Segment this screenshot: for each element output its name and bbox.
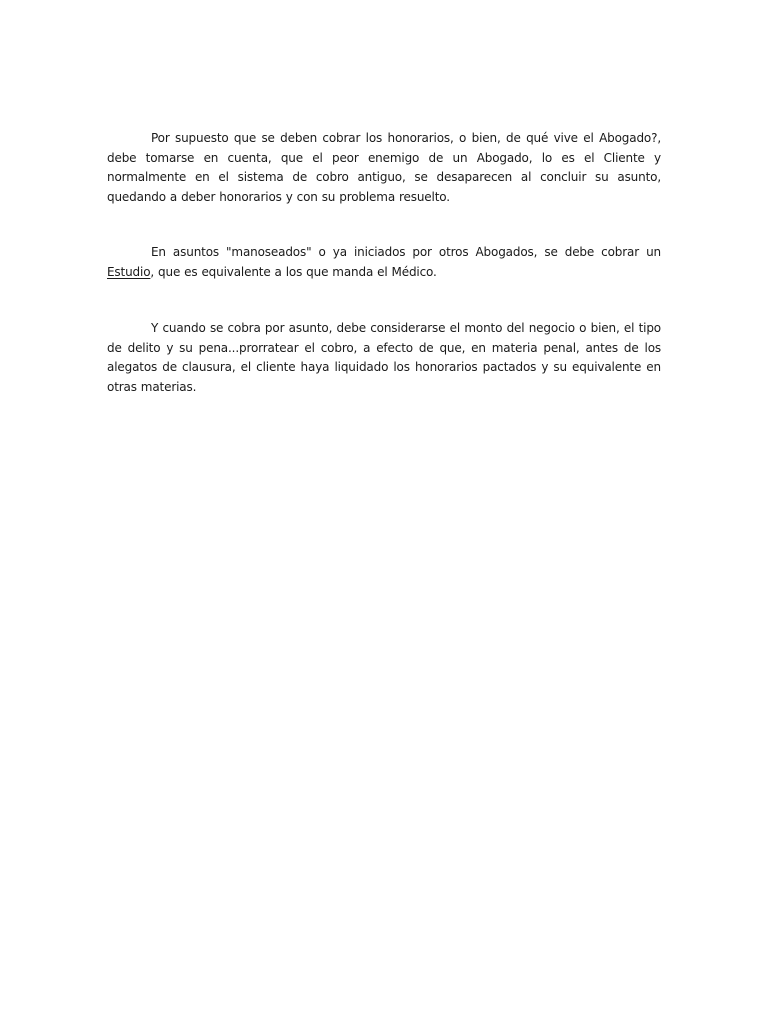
paragraph-asuntos-manoseados xyxy=(107,243,661,282)
paragraph-text-before: En asuntos "manoseados" o ya iniciados por otros Abogados, se debe cobrar un xyxy=(151,245,661,259)
paragraph-text-after: , que es equivalente a los que manda el Médico. xyxy=(150,264,437,279)
paragraph-cobro-por-asunto: Y cuando se cobra por asunto, debe considerarse el monto del negocio o bien, el tipo de delito y su pena...prorratear el cobro, a efecto de que, en materia penal, antes de los alegatos de clausura, el cliente haya liquidado los honorarios pactados y su equivalente en otras materias. xyxy=(107,321,661,394)
paragraph-honorarios: Por supuesto que se deben cobrar los honorarios, o bien, de qué vive el Abogado?, debe tomarse en cuenta, que el peor enemigo de un Abogado, lo es el Cliente y normalmente en el sistema de cobro antiguo, se desaparecen al concluir su asunto, quedando a deber honorarios y con su problema resuelto. xyxy=(107,131,661,204)
underlined-word-estudio: Estudio xyxy=(107,264,151,279)
